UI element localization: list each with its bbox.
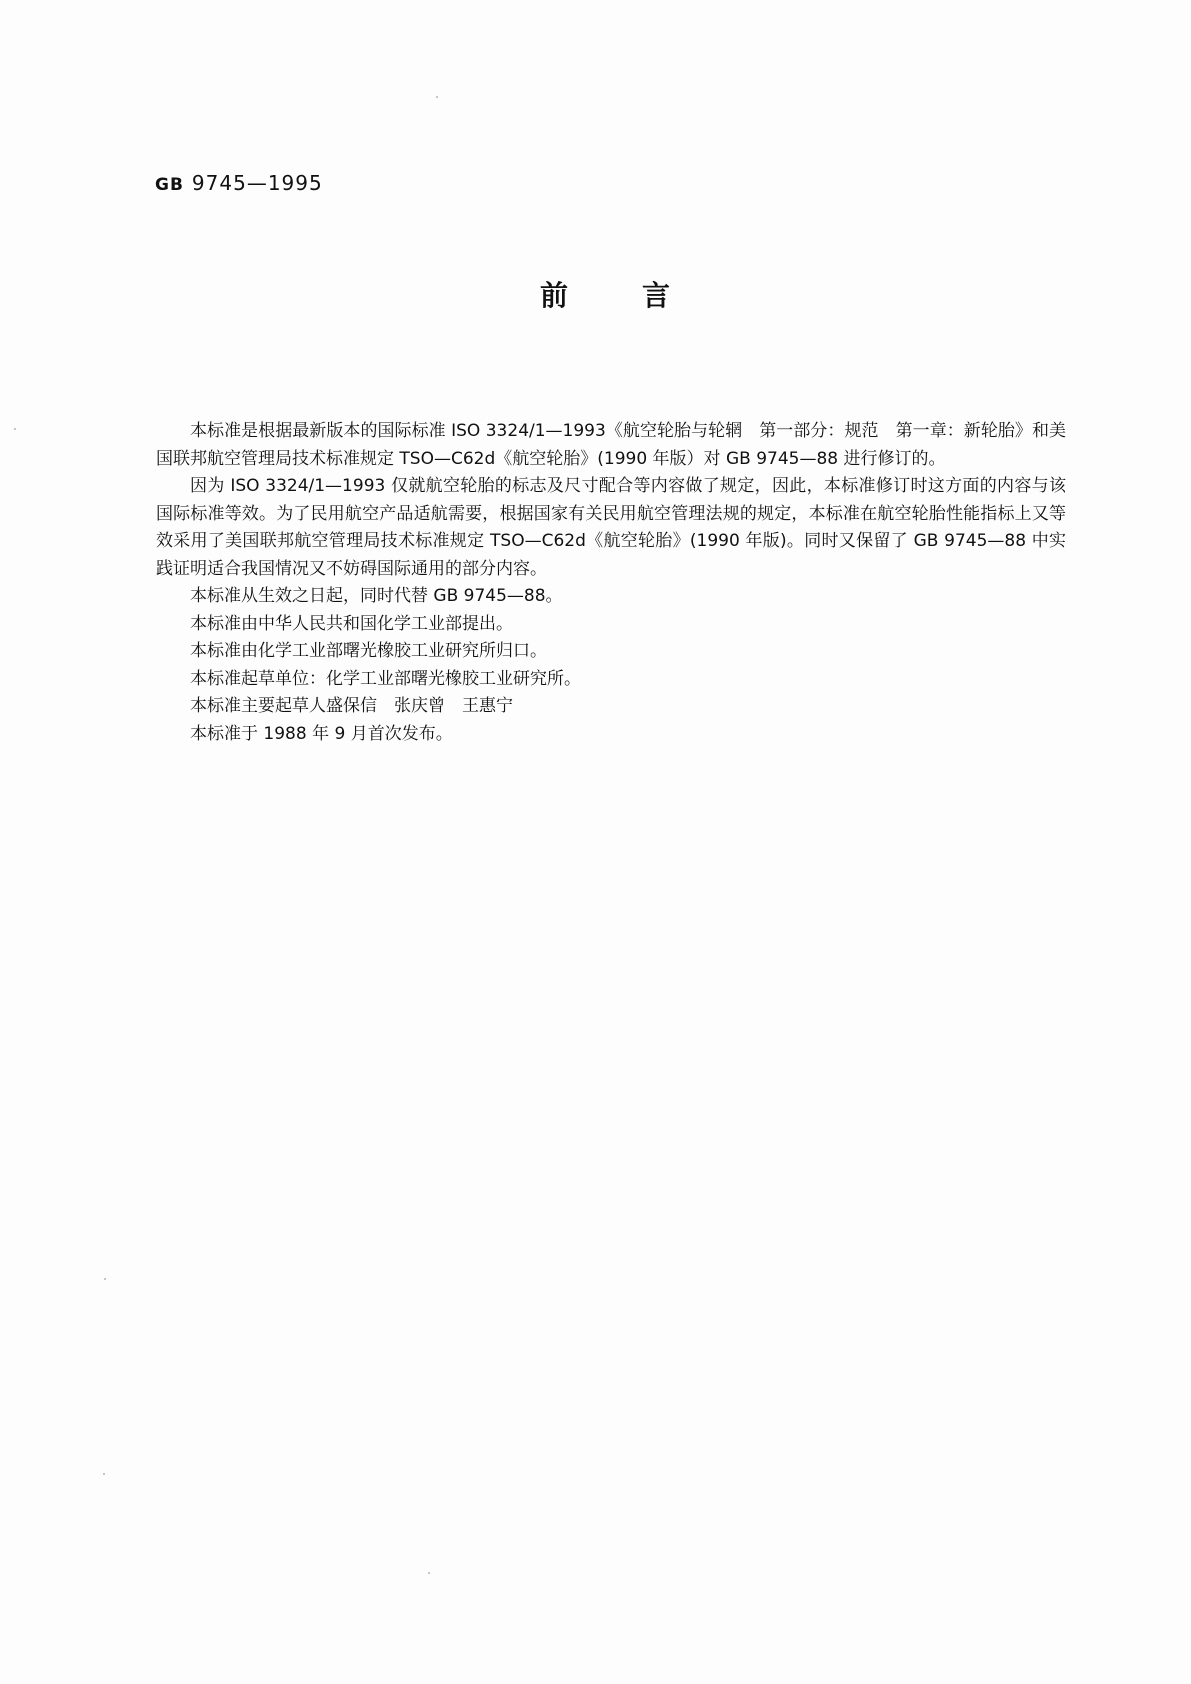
paragraph-centralized: 本标准由化学工业部曙光橡胶工业研究所归口。 <box>190 641 547 661</box>
standard-code: 9745—1995 <box>191 171 323 195</box>
paragraph-revision-basis: 本标准是根据最新版本的国际标准 ISO 3324/1—1993《航空轮胎与轮辋 第一部分：规范 第一章：新轮胎》和美国联邦航空管理局技术标准规定 TSO—C62d《航空轮胎》(1990 年版）对 GB 9745—88 进行修订的。 <box>156 421 1066 469</box>
title-char-2: 言 <box>642 279 671 312</box>
title-char-1: 前 <box>540 279 569 312</box>
scan-speck <box>14 428 16 430</box>
scan-speck <box>436 96 438 98</box>
scan-speck <box>104 1278 106 1280</box>
standard-prefix: GB <box>155 175 184 195</box>
paragraph-proposer: 本标准由中华人民共和国化学工业部提出。 <box>190 613 513 634</box>
paragraph-replacement: 本标准从生效之日起，同时代替 GB 9745—88。 <box>190 586 563 606</box>
scan-speck <box>428 1572 430 1574</box>
standard-number <box>155 171 323 195</box>
paragraph-drafters: 本标准主要起草人盛保信 张庆曾 王惠宁 <box>190 696 513 716</box>
foreword-body <box>156 418 1066 748</box>
paragraph-drafting-unit: 本标准起草单位：化学工业部曙光橡胶工业研究所。 <box>190 668 581 689</box>
scan-speck <box>103 1473 105 1475</box>
paragraph-first-release: 本标准于 1988 年 9 月首次发布。 <box>190 723 453 744</box>
paragraph-equivalence: 因为 ISO 3324/1—1993 仅就航空轮胎的标志及尺寸配合等内容做了规定，因此，本标准修订时这方面的内容与该国际标准等效。为了民用航空产品适航需要，根据国家有关民用航空管理法规的规定，本标准在航空轮胎性能指标上又等效采用了美国联邦航空管理局技术标准规定 TSO—C62d《航空轮胎》(1990 年版)。同时又保留了 GB 9745—88 中实践证明适合我国情况又不妨碍国际通用的部分内容。 <box>156 476 1066 579</box>
page-title <box>540 274 670 314</box>
